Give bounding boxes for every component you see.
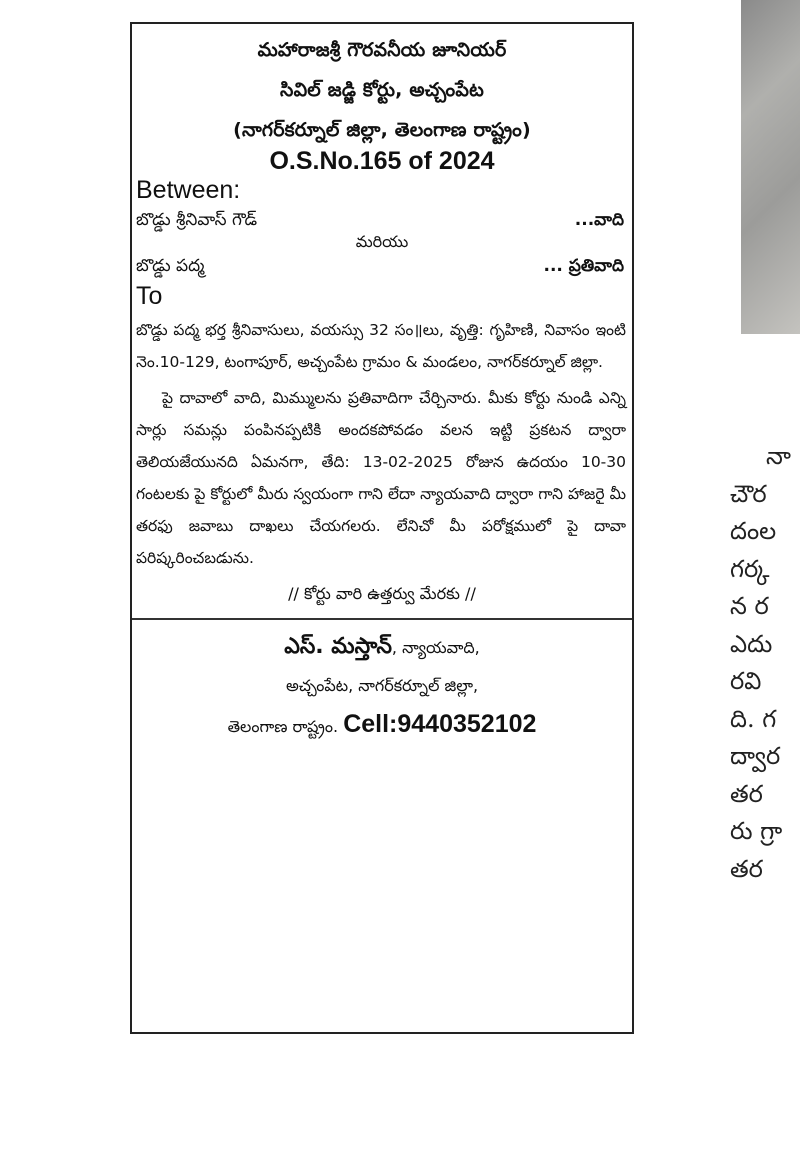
advocate-contact-line (132, 705, 632, 746)
legal-notice-box (130, 22, 634, 1034)
court-line-1: మహారాజశ్రీ గౌరవనీయ జూనియర్ (257, 39, 507, 61)
plaintiff-name: బొడ్డు శ్రీనివాస్ గౌడ్ (136, 210, 258, 230)
side-line: రు గ్రా (730, 817, 783, 845)
side-line: దంల (730, 517, 777, 545)
defendant-address: బొడ్డు పద్మ భర్త శ్రీనివాసులు, వయస్సు 32 సం॥లు, వృత్తి: గృహిణి, నివాసం ఇంటి నెం.10-129, టంగాపూర్, అచ్చంపేట గ్రామం & మండలం, నాగర్‌కర్నూల్ జిల్లా. (136, 321, 626, 371)
court-line-2: సివిల్ జడ్జి కోర్టు, అచ్చంపేట (280, 79, 484, 101)
advocate-name: ఎస్. మస్తాన్ (284, 634, 392, 659)
plaintiff-role: ...వాది (574, 210, 624, 230)
defendant-role: ... ప్రతివాది (543, 256, 624, 276)
side-line: నా (766, 442, 791, 470)
between-label: Between: (136, 176, 241, 204)
court-order-line: // కోర్టు వారి ఉత్తర్వు మేరకు // (288, 584, 476, 603)
advocate-place: అచ్చంపేట, నాగర్‌కర్నూల్ జిల్లా, (285, 676, 479, 695)
side-line: న ర (730, 592, 769, 620)
side-line: రవి (730, 667, 762, 695)
side-line: ఎదు (730, 629, 773, 658)
court-header (132, 24, 632, 176)
advocate-cell: Cell:9440352102 (343, 710, 537, 738)
advocate-title: , న్యాయవాది, (391, 638, 480, 657)
side-line: తర (730, 779, 763, 808)
defendant-name: బొడ్డు పద్మ (136, 256, 205, 276)
defendant-row (132, 250, 632, 284)
side-line: గర్క (730, 554, 770, 583)
side-line: ది. గ (730, 704, 777, 733)
advocate-state: తెలంగాణ రాష్ట్రం. (227, 717, 339, 736)
side-line: చౌర (730, 479, 767, 508)
side-line: ద్వార (730, 742, 781, 770)
cropped-photo (741, 0, 800, 334)
case-number: O.S.No.165 of 2024 (269, 147, 495, 175)
notice-body: పై దావాలో వాది, మిమ్ములను ప్రతివాదిగా చేర్చినారు. మీకు కోర్టు నుండి ఎన్ని సార్లు సమన్లు పంపినప్పటికి అందకపోవడం వలన ఇట్టి ప్రకటన ద్వారా తెలియజేయునది ఏమనగా, తేది: 13-02-2025 రోజున ఉదయం 10-30 గంటలకు పై కోర్టులో మీరు స్వయంగా గాని లేదా న్యాయవాది ద్వారా గాని హాజరై మీ తరఫు జవాబు దాఖలు చేయగలరు. లేనిచో మీ పరోక్షములో పై దావా పరిష్కరించబడును. (136, 389, 626, 567)
and-word: మరియు (355, 232, 409, 251)
side-line: తర (730, 854, 763, 883)
advocate-footer (132, 618, 632, 746)
advocate-line (132, 628, 632, 667)
to-label: To (136, 282, 163, 310)
adjacent-article-column (730, 438, 800, 888)
court-line-3: (నాగర్‌కర్నూల్ జిల్లా, తెలంగాణ రాష్ట్రం) (233, 119, 531, 141)
